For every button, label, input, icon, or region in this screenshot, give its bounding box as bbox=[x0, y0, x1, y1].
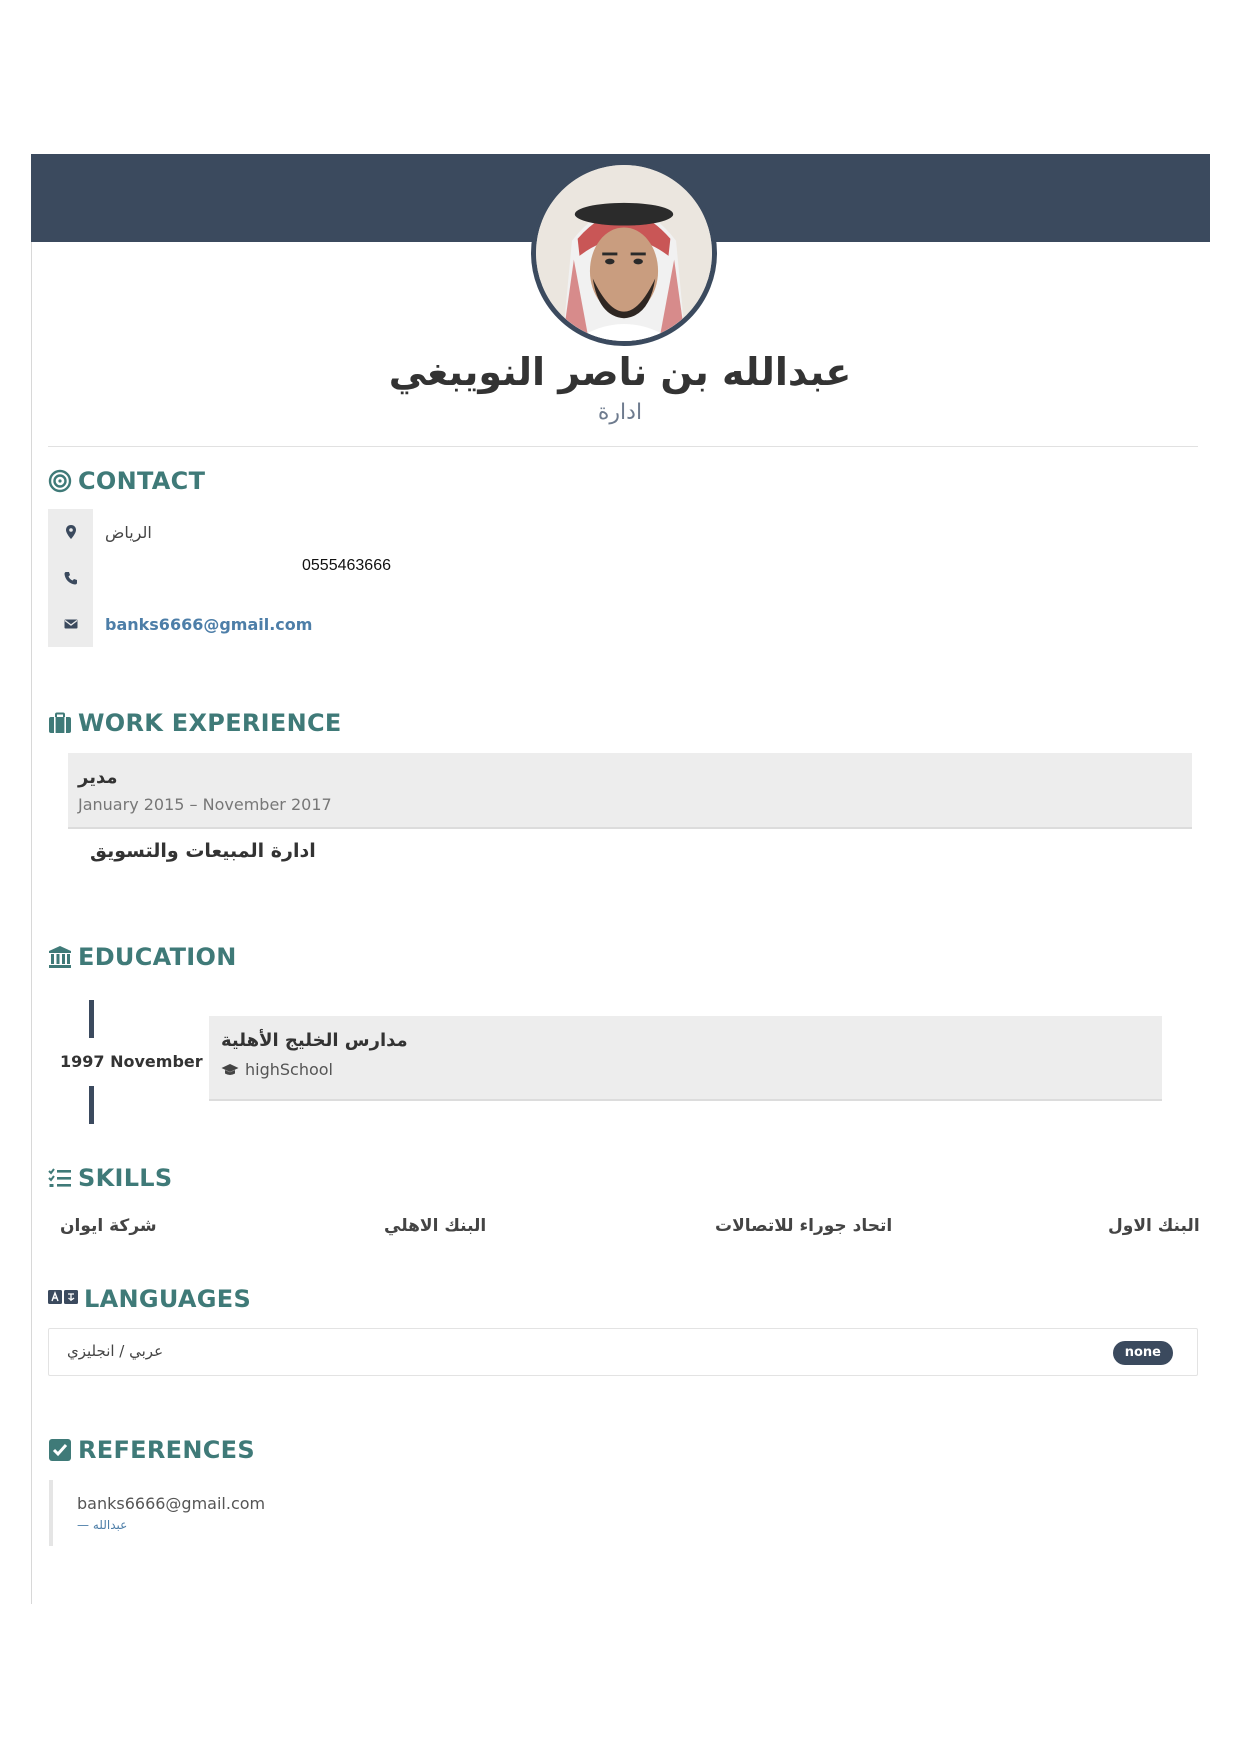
contact-email-link[interactable]: banks6666@gmail.com bbox=[105, 614, 313, 634]
work-dates: January 2015 – November 2017 bbox=[78, 795, 332, 814]
timeline-bar-bottom bbox=[89, 1086, 94, 1124]
institution-icon bbox=[48, 945, 72, 969]
education-date: 1997 November bbox=[60, 1052, 203, 1071]
contact-phone-row bbox=[48, 556, 93, 600]
work-title-text: WORK EXPERIENCE bbox=[78, 709, 342, 737]
target-icon bbox=[48, 469, 72, 493]
reference-name: — عبدالله bbox=[77, 1518, 128, 1532]
language-value: عربي / انجليزي bbox=[67, 1342, 164, 1360]
checkbox-checked-icon bbox=[48, 1438, 72, 1462]
map-pin-icon bbox=[48, 509, 93, 555]
education-degree: highSchool bbox=[245, 1060, 333, 1079]
briefcase-icon bbox=[48, 711, 72, 735]
language-icon bbox=[48, 1287, 78, 1311]
education-entry bbox=[209, 1016, 1162, 1101]
contact-section-title bbox=[48, 467, 205, 495]
languages-section-title bbox=[48, 1285, 251, 1313]
reference-bar bbox=[49, 1480, 53, 1546]
language-level-badge: none bbox=[1113, 1341, 1173, 1365]
envelope-icon bbox=[48, 601, 93, 647]
education-school: مدارس الخليج الأهلية bbox=[221, 1030, 408, 1051]
education-title-text: EDUCATION bbox=[78, 943, 237, 971]
work-description: ادارة المبيعات والتسويق bbox=[90, 840, 316, 862]
contact-location: الرياض bbox=[105, 522, 152, 542]
contact-email-row bbox=[48, 602, 312, 646]
skill-item: البنك الاهلي bbox=[384, 1216, 487, 1236]
avatar bbox=[531, 160, 717, 346]
skills-title-text: SKILLS bbox=[78, 1164, 173, 1192]
profile-photo bbox=[536, 165, 712, 341]
checklist-icon bbox=[48, 1166, 72, 1190]
contact-phone: 0555463666 bbox=[302, 557, 391, 574]
languages-title-text: LANGUAGES bbox=[84, 1285, 252, 1313]
work-section-title bbox=[48, 709, 342, 737]
timeline-bar-top bbox=[89, 1000, 94, 1038]
education-section-title bbox=[48, 943, 237, 971]
references-section-title bbox=[48, 1436, 255, 1464]
graduation-cap-icon bbox=[221, 1063, 239, 1077]
candidate-name: عبدالله بن ناصر النويبغي bbox=[388, 350, 852, 394]
language-entry bbox=[48, 1328, 1198, 1376]
skills-section-title bbox=[48, 1164, 172, 1192]
education-degree-row bbox=[221, 1060, 333, 1079]
work-entry bbox=[68, 753, 1192, 829]
phone-icon bbox=[48, 555, 93, 601]
work-position: مدير bbox=[78, 767, 118, 788]
references-title-text: REFERENCES bbox=[78, 1436, 255, 1464]
skill-item: اتحاد جوراء للاتصالات bbox=[715, 1216, 893, 1236]
skill-item: شركة ايوان bbox=[60, 1216, 157, 1236]
skill-item: البنك الاول bbox=[1108, 1216, 1200, 1236]
candidate-role: ادارة bbox=[597, 400, 643, 425]
contact-title-text: CONTACT bbox=[78, 467, 206, 495]
reference-email: banks6666@gmail.com bbox=[77, 1494, 266, 1513]
header-divider bbox=[48, 446, 1198, 447]
contact-location-row bbox=[48, 510, 152, 554]
